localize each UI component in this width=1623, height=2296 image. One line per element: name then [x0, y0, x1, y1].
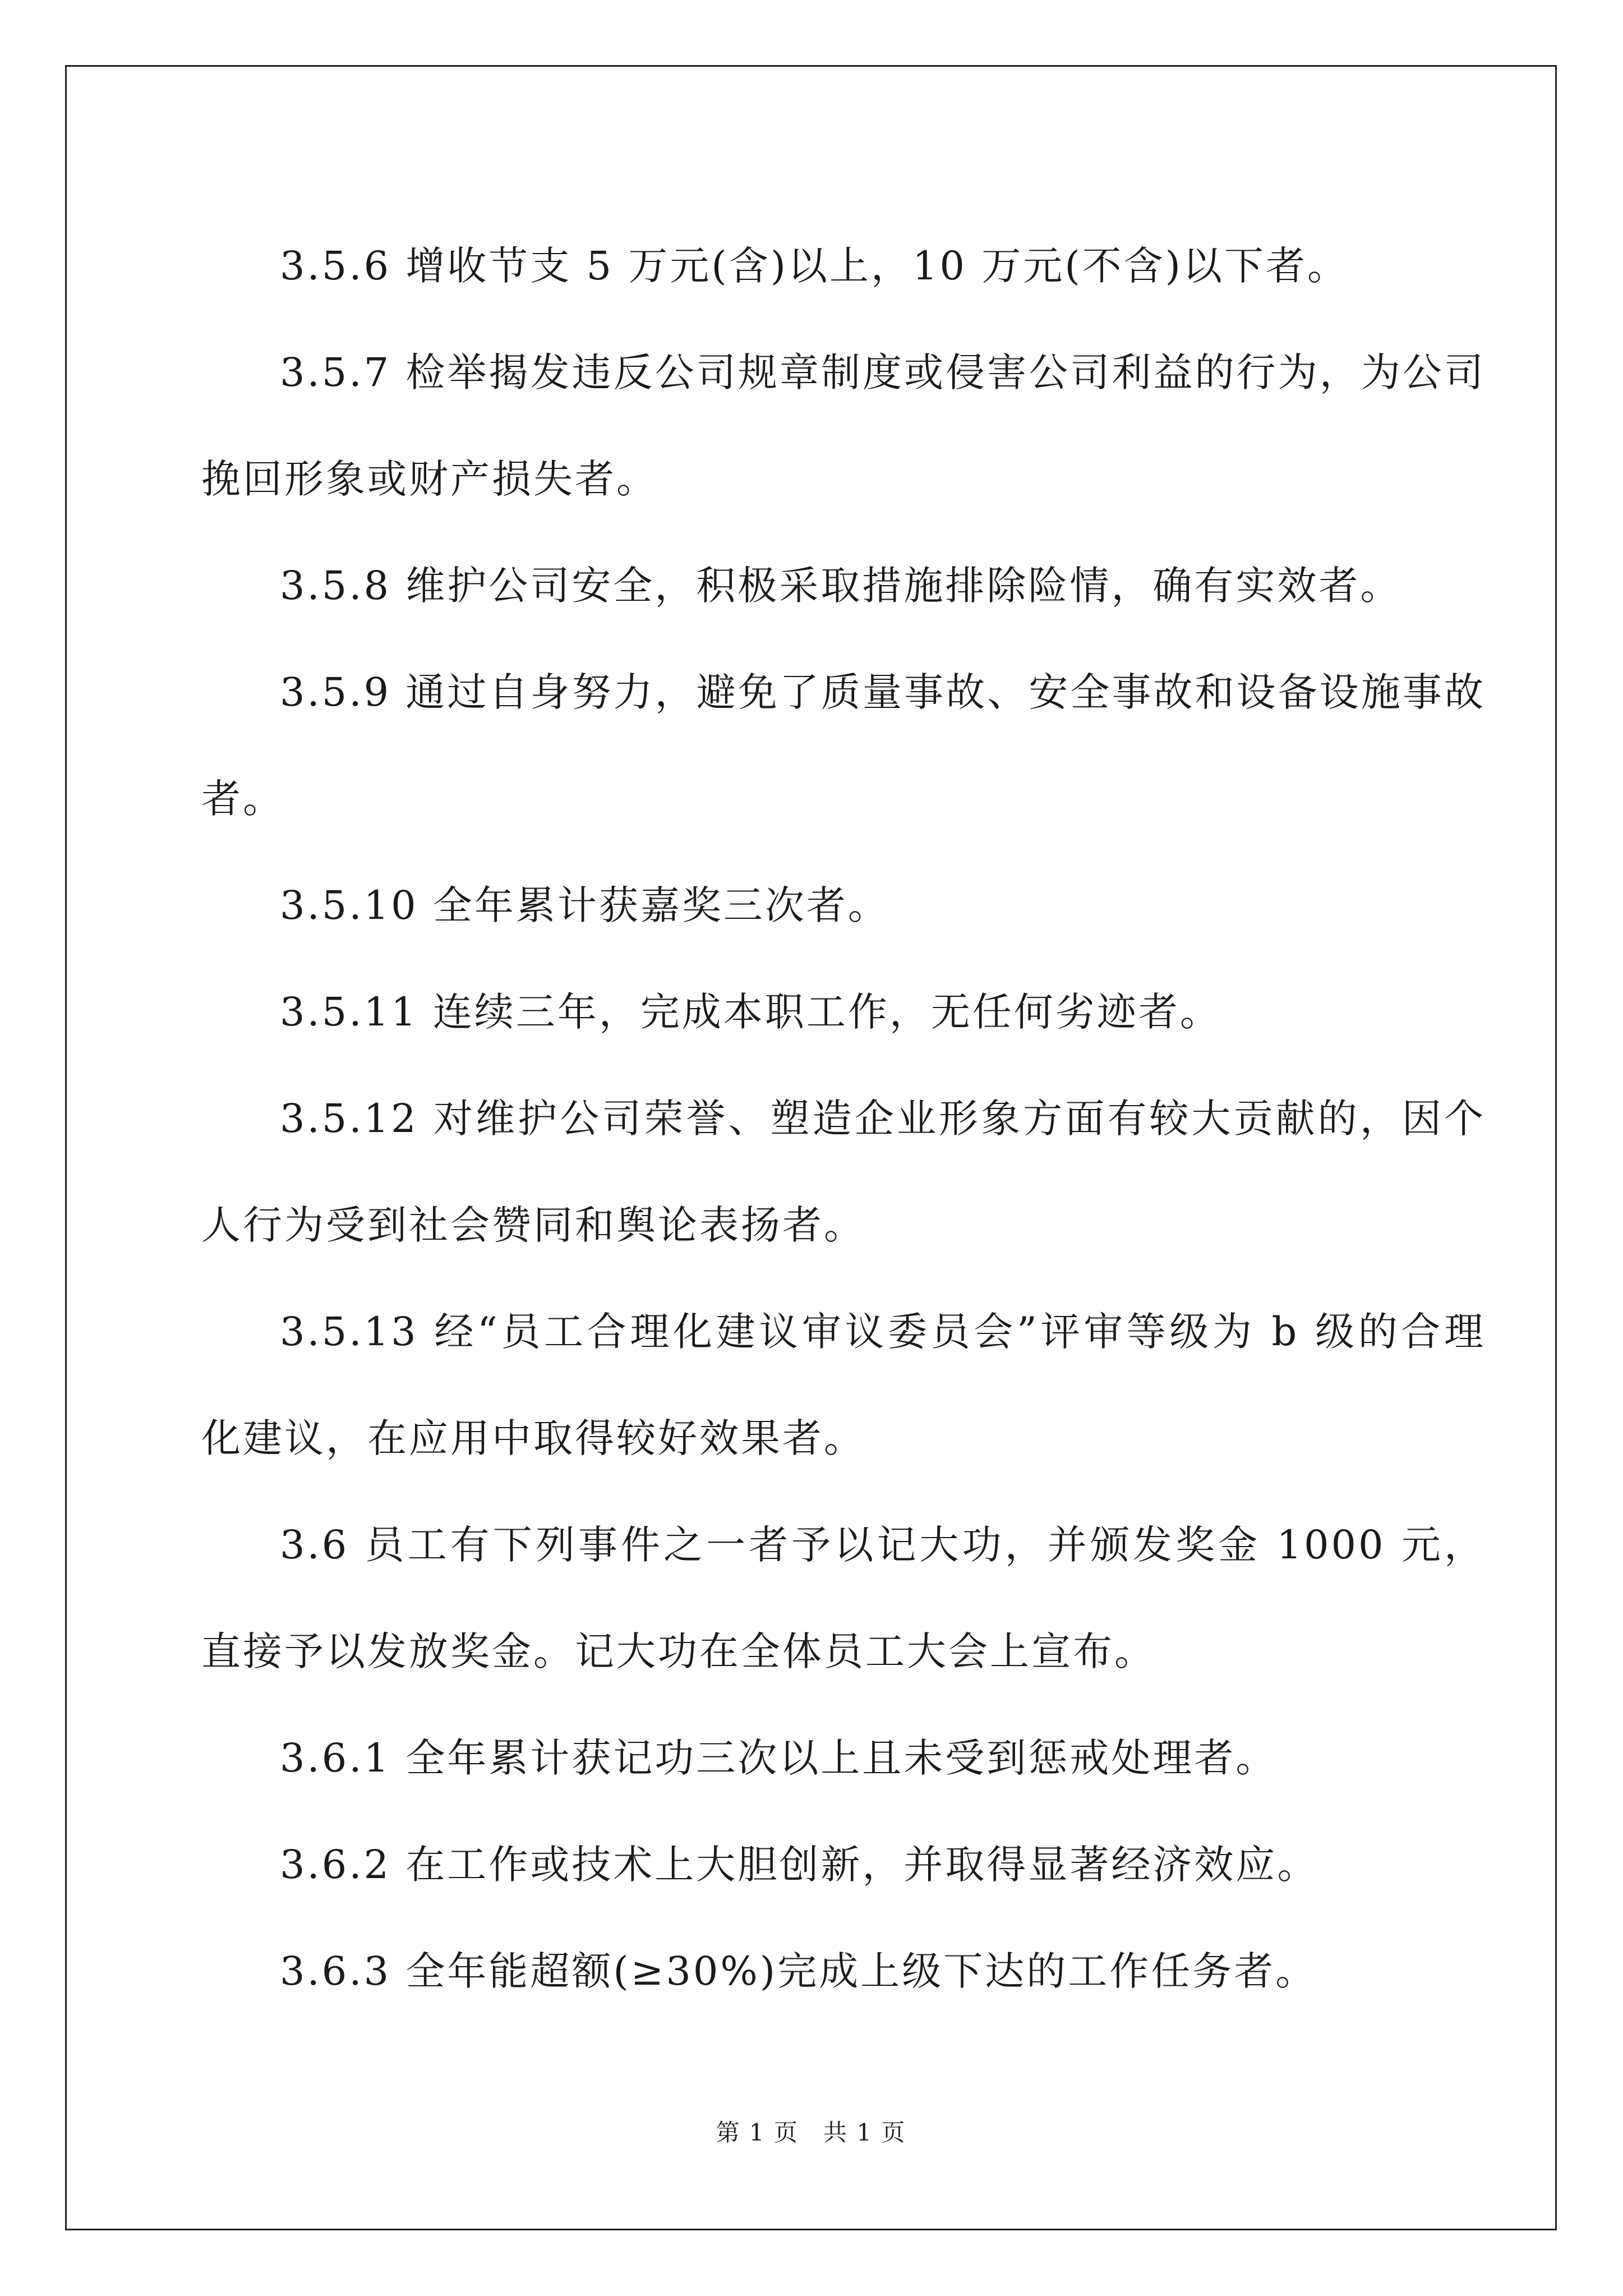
paragraph-3-5-11: 3.5.11 连续三年，完成本职工作，无任何劣迹者。	[280, 989, 1221, 1035]
paragraph-3-6-1: 3.6.1 全年累计获记功三次以上且未受到惩戒处理者。	[280, 1735, 1278, 1781]
paragraph-3-6-2: 3.6.2 在工作或技术上大胆创新，并取得显著经济效应。	[280, 1842, 1319, 1888]
paragraph-3-5-12: 3.5.12 对维护公司荣誉、塑造企业形象方面有较大贡献的，因个人行为受到社会赞同和舆论表扬者。	[201, 1096, 1486, 1248]
paragraph-3-5-6: 3.5.6 增收节支 5 万元(含)以上，10 万元(不含)以下者。	[280, 243, 1349, 289]
paragraph-3-5-9: 3.5.9 通过自身努力，避免了质量事故、安全事故和设备设施事故者。	[201, 669, 1486, 822]
paragraph-3-5-10: 3.5.10 全年累计获嘉奖三次者。	[280, 882, 889, 928]
page-frame	[65, 65, 1557, 2230]
paragraph-3-6: 3.6 员工有下列事件之一者予以记大功，并颁发奖金 1000 元，直接予以发放奖金。记大功在全体员工大会上宣布。	[201, 1522, 1486, 1674]
paragraph-3-5-13: 3.5.13 经“员工合理化建议审议委员会”评审等级为 b 级的合理化建议，在应用中取得较好效果者。	[201, 1309, 1486, 1461]
paragraph-3-5-7: 3.5.7 检举揭发违反公司规章制度或侵害公司利益的行为，为公司挽回形象或财产损失者。	[201, 349, 1486, 502]
paragraph-3-5-8: 3.5.8 维护公司安全，积极采取措施排除险情，确有实效者。	[280, 563, 1402, 609]
paragraph-3-6-3: 3.6.3 全年能超额(≥30%)完成上级下达的工作任务者。	[280, 1948, 1317, 1994]
page-number: 第 1 页 共 1 页	[716, 2119, 906, 2146]
document-body	[67, 67, 1555, 2229]
